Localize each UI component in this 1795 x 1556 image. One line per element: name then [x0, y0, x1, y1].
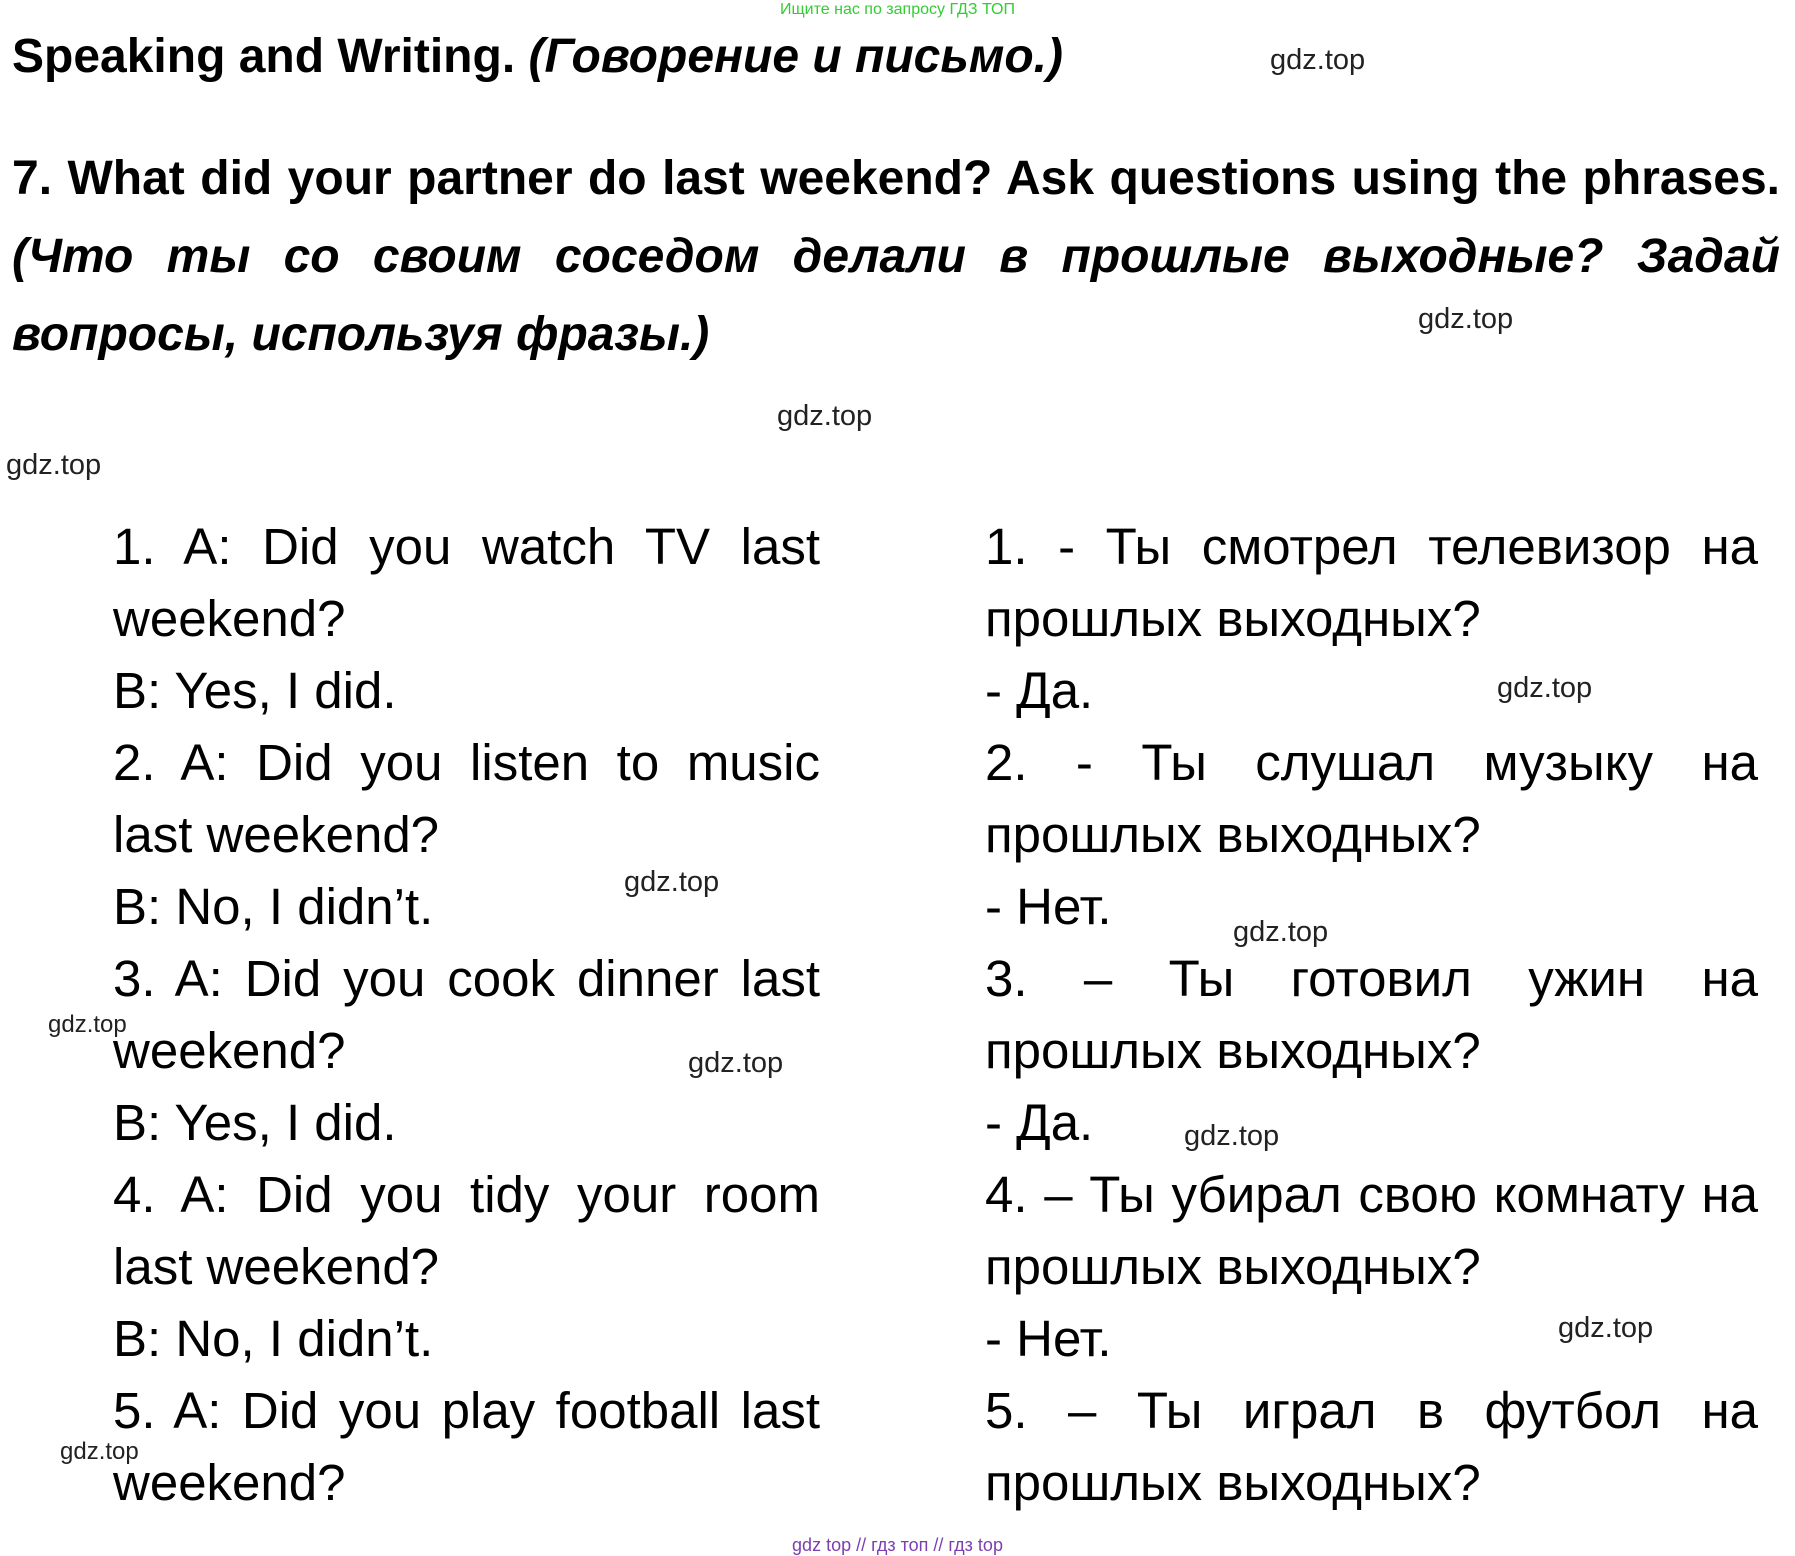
- dialogue-line-en: B: Yes, I did.: [113, 1094, 397, 1151]
- watermark: gdz.top: [48, 1011, 127, 1038]
- watermark: gdz.top: [1497, 672, 1593, 704]
- watermark: gdz.top: [1184, 1120, 1280, 1152]
- dialogue-line-en: 1. A: Did you watch TV last: [113, 518, 820, 575]
- watermark: gdz.top: [688, 1047, 784, 1079]
- dialogue-line-ru: - Нет.: [985, 878, 1112, 935]
- dialogue-line-en: 4. A: Did you tidy your room: [113, 1166, 820, 1223]
- dialogue-line-ru: прошлых выходных?: [985, 1238, 1481, 1295]
- watermark: gdz.top: [1558, 1312, 1654, 1344]
- section-title: [12, 28, 1063, 86]
- dialogue-line-en: weekend?: [113, 1454, 346, 1511]
- watermark: gdz.top: [6, 449, 102, 481]
- dialogue-line-ru: 1. - Ты смотрел телевизор на: [985, 518, 1758, 575]
- dialogue-line-en: last weekend?: [113, 1238, 440, 1295]
- section-title-en: Speaking and Writing.: [12, 30, 516, 83]
- task-text-ru: (Что ты со своим соседом делали в прошлые выходные? Задай вопросы, используя фразы.): [12, 230, 1780, 361]
- task-text-en: 7. What did your partner do last weekend? Ask questions using the phrases.: [12, 152, 1780, 205]
- dialogue-line-ru: 2. - Ты слушал музыку на: [985, 734, 1758, 791]
- dialogue-line-en: 2. A: Did you listen to music: [113, 734, 820, 791]
- watermark: gdz.top: [777, 400, 873, 432]
- top-banner[interactable]: Ищите нас по запросу ГДЗ ТОП: [780, 1, 1015, 18]
- watermark: gdz.top: [1270, 44, 1366, 76]
- dialogue-line-ru: 5. – Ты играл в футбол на: [985, 1382, 1758, 1439]
- dialogue-line-en: B: No, I didn’t.: [113, 1310, 434, 1367]
- dialogue-line-ru: - Да.: [985, 1094, 1094, 1151]
- task-heading: [12, 140, 1780, 374]
- watermark: gdz.top: [624, 866, 720, 898]
- section-title-ru: (Говорение и письмо.): [528, 30, 1063, 83]
- dialogue-line-en: weekend?: [113, 1022, 346, 1079]
- dialogue-line-ru: 3. – Ты готовил ужин на: [985, 950, 1758, 1007]
- dialogue-column-ru: [985, 511, 1758, 1519]
- dialogue-line-ru: прошлых выходных?: [985, 590, 1481, 647]
- dialogue-line-en: 3. A: Did you cook dinner last: [113, 950, 820, 1007]
- dialogue-line-ru: 4. – Ты убирал свою комнату на: [985, 1166, 1758, 1223]
- dialogue-line-ru: - Нет.: [985, 1310, 1112, 1367]
- dialogue-line-ru: прошлых выходных?: [985, 1454, 1481, 1511]
- dialogue-line-ru: - Да.: [985, 662, 1094, 719]
- footer-links[interactable]: gdz top // гдз топ // гдз top: [792, 1535, 1003, 1555]
- dialogue-line-en: weekend?: [113, 590, 346, 647]
- dialogue-line-ru: прошлых выходных?: [985, 806, 1481, 863]
- watermark: gdz.top: [1233, 916, 1329, 948]
- dialogue-line-ru: прошлых выходных?: [985, 1022, 1481, 1079]
- watermark: gdz.top: [60, 1438, 139, 1465]
- watermark: gdz.top: [1418, 303, 1514, 335]
- dialogue-line-en: 5. A: Did you play football last: [113, 1382, 820, 1439]
- dialogue-column-en: [113, 511, 820, 1519]
- dialogue-line-en: B: No, I didn’t.: [113, 878, 434, 935]
- dialogue-line-en: last weekend?: [113, 806, 440, 863]
- dialogue-line-en: B: Yes, I did.: [113, 662, 397, 719]
